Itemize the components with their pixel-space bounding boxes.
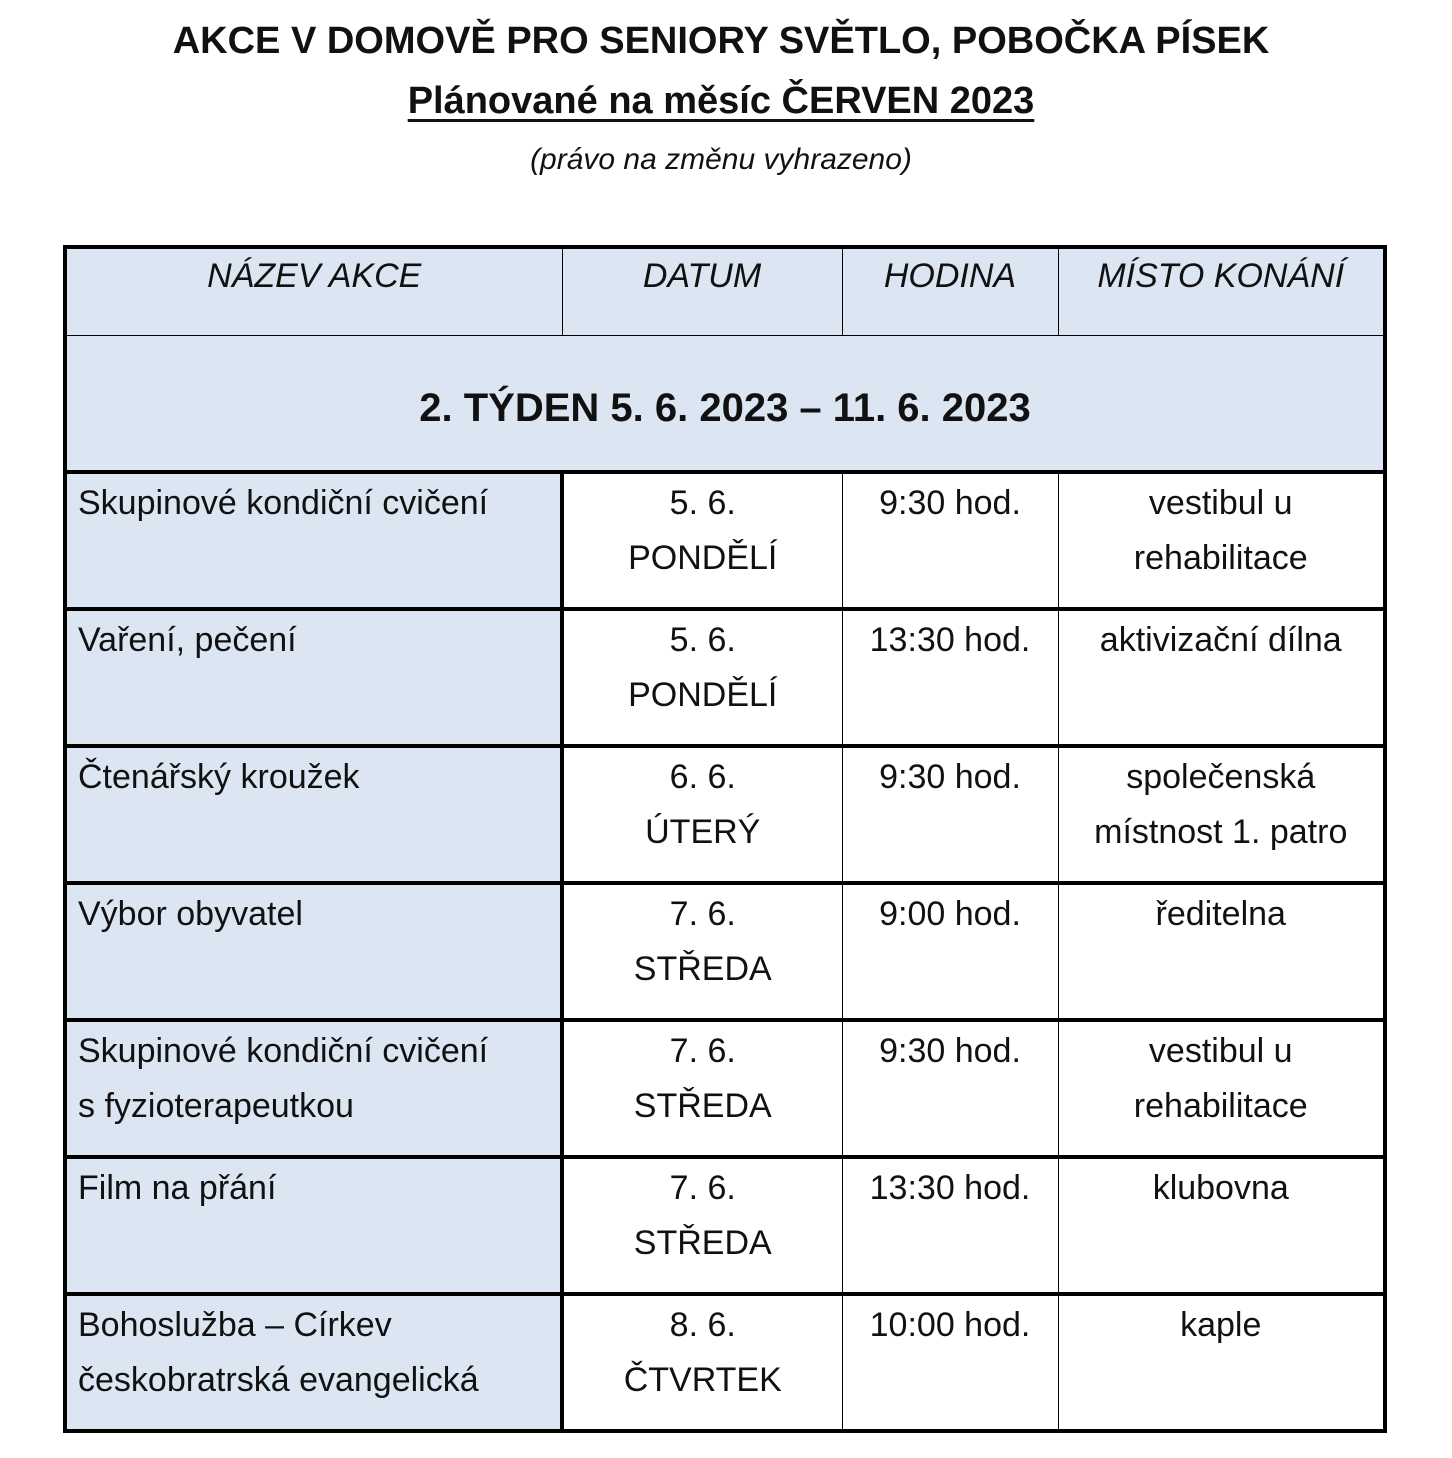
event-name: Vaření, pečení xyxy=(78,621,297,659)
event-date-cell xyxy=(562,1020,842,1157)
event-place-cell xyxy=(1058,1020,1385,1157)
event-date: 8. 6. xyxy=(669,1306,736,1344)
event-name: Skupinové kondiční cvičení xyxy=(78,484,489,522)
event-date-cell xyxy=(562,609,842,746)
table-row xyxy=(65,1294,1385,1431)
event-date: 7. 6. xyxy=(669,1032,736,1070)
event-place: rehabilitace xyxy=(1133,539,1308,577)
event-name-cell xyxy=(65,1157,562,1294)
event-date-cell xyxy=(562,1294,842,1431)
event-place: ředitelna xyxy=(1155,895,1286,933)
disclaimer-note: (právo na změnu vyhrazeno) xyxy=(530,143,912,176)
table-row xyxy=(65,883,1385,1020)
event-time: 10:00 hod. xyxy=(842,1294,1058,1431)
event-name: českobratrská evangelická xyxy=(78,1361,479,1399)
week-label: 2. TÝDEN 5. 6. 2023 – 11. 6. 2023 xyxy=(65,336,1385,473)
event-name: Bohoslužba – Církev xyxy=(78,1306,392,1344)
page-title: AKCE V DOMOVĚ PRO SENIORY SVĚTLO, POBOČKA PÍSEK xyxy=(172,20,1270,62)
events-table xyxy=(63,245,1387,1433)
event-place-cell xyxy=(1058,746,1385,883)
event-name: Film na přání xyxy=(78,1169,277,1207)
column-header-place: MÍSTO KONÁNÍ xyxy=(1058,247,1385,336)
week-row xyxy=(65,336,1385,473)
event-date: 5. 6. xyxy=(669,621,736,659)
event-place: kaple xyxy=(1180,1306,1262,1344)
event-weekday: ČTVRTEK xyxy=(623,1361,782,1399)
event-name: s fyzioterapeutkou xyxy=(78,1087,354,1125)
event-weekday: PONDĚLÍ xyxy=(628,676,778,714)
event-name-cell xyxy=(65,472,562,609)
table-row xyxy=(65,1020,1385,1157)
event-place-cell xyxy=(1058,472,1385,609)
event-time: 13:30 hod. xyxy=(842,609,1058,746)
event-place: místnost 1. patro xyxy=(1094,813,1348,851)
event-weekday: STŘEDA xyxy=(633,950,772,988)
event-name: Skupinové kondiční cvičení xyxy=(78,1032,489,1070)
event-name: Výbor obyvatel xyxy=(78,895,303,933)
event-name-cell xyxy=(65,746,562,883)
event-place: společenská xyxy=(1126,758,1316,796)
table-row xyxy=(65,472,1385,609)
event-place: vestibul u xyxy=(1148,484,1293,522)
table-row xyxy=(65,746,1385,883)
table-row xyxy=(65,609,1385,746)
event-place: rehabilitace xyxy=(1133,1087,1308,1125)
table-row xyxy=(65,1157,1385,1294)
event-weekday: PONDĚLÍ xyxy=(628,539,778,577)
event-name-cell xyxy=(65,1294,562,1431)
page-subtitle-text: Plánované na měsíc ČERVEN 2023 xyxy=(407,80,1035,122)
table-header-row xyxy=(65,247,1385,336)
event-place-cell xyxy=(1058,1157,1385,1294)
event-place: klubovna xyxy=(1152,1169,1289,1207)
event-date: 6. 6. xyxy=(669,758,736,796)
event-time: 9:00 hod. xyxy=(842,883,1058,1020)
event-place: vestibul u xyxy=(1148,1032,1293,1070)
page-subtitle xyxy=(0,80,1442,123)
event-name-cell xyxy=(65,883,562,1020)
event-date-cell xyxy=(562,472,842,609)
column-header-date: DATUM xyxy=(562,247,842,336)
event-time: 13:30 hod. xyxy=(842,1157,1058,1294)
event-date: 5. 6. xyxy=(669,484,736,522)
event-place-cell xyxy=(1058,1294,1385,1431)
event-date: 7. 6. xyxy=(669,1169,736,1207)
column-header-name: NÁZEV AKCE xyxy=(65,247,562,336)
event-time: 9:30 hod. xyxy=(842,746,1058,883)
event-weekday: STŘEDA xyxy=(633,1087,772,1125)
column-header-time: HODINA xyxy=(842,247,1058,336)
event-time: 9:30 hod. xyxy=(842,1020,1058,1157)
event-date-cell xyxy=(562,883,842,1020)
event-weekday: STŘEDA xyxy=(633,1224,772,1262)
event-date-cell xyxy=(562,1157,842,1294)
event-place-cell xyxy=(1058,883,1385,1020)
event-time: 9:30 hod. xyxy=(842,472,1058,609)
event-weekday: ÚTERÝ xyxy=(645,813,761,851)
event-name-cell xyxy=(65,609,562,746)
event-name: Čtenářský kroužek xyxy=(78,758,360,796)
event-place-cell xyxy=(1058,609,1385,746)
event-date: 7. 6. xyxy=(669,895,736,933)
event-place: aktivizační dílna xyxy=(1099,621,1342,659)
event-name-cell xyxy=(65,1020,562,1157)
event-date-cell xyxy=(562,746,842,883)
